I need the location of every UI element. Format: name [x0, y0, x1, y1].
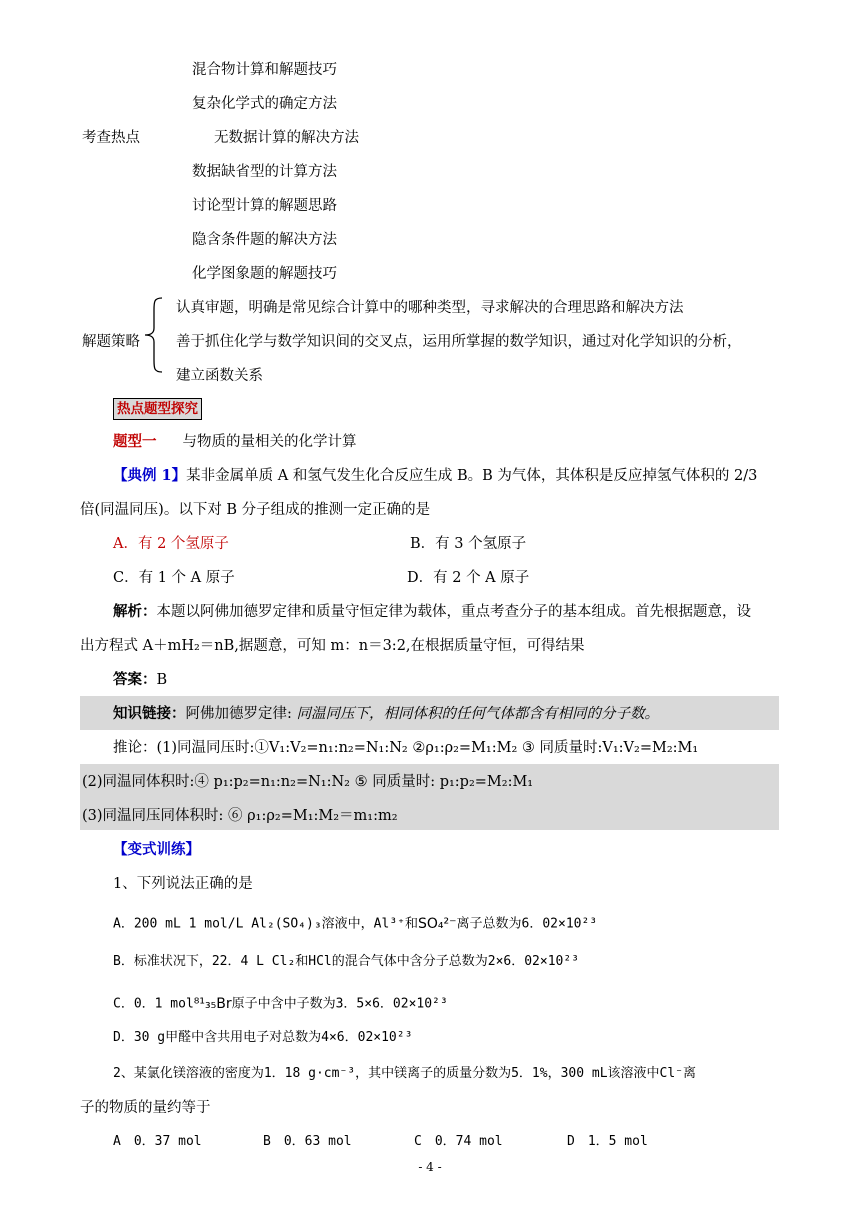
practice-label: 【变式训练】	[113, 841, 200, 858]
q2-option-c: C 0．74 mol	[414, 1134, 503, 1149]
hotspots-label: 考查热点	[82, 130, 140, 146]
type1-label: 题型一	[113, 433, 157, 450]
hotspot-2: 复杂化学式的确定方法	[192, 96, 337, 112]
knowledge-line3: (2)同温同体积时:④ p₁:p₂=n₁:n₂=N₁:N₂ ⑤ 同质量时: p₁:p₂=M₂:M₁	[82, 774, 534, 790]
type1-title: 与物质的量相关的化学计算	[182, 434, 357, 450]
example1-option-c: C．有 1 个 A 原子	[113, 570, 235, 586]
page-number: - 4 -	[418, 1160, 442, 1174]
q1-c-post: 原子中含中子数为3．5×6．02×10²³	[231, 996, 448, 1012]
analysis-text-2: 出方程式 A＋mH₂＝nB,据题意，可知 m：n＝3:2,在根据质量守恒，可得结果	[80, 638, 585, 654]
q2-stem-1: 2、某氯化镁溶液的密度为1．18 g·cm⁻³，其中镁离子的质量分数为5．1%，300 mL该溶液中Cl⁻离	[113, 1066, 697, 1081]
example1-option-a: A．有 2 个氢原子	[113, 536, 229, 552]
strategy-line-2: 善于抓住化学与数学知识间的交叉点，运用所掌握的数学知识，通过对化学知识的分析，	[176, 334, 742, 350]
section-badge: 热点题型探究	[113, 398, 202, 420]
bromine-isotope-symbol: ⁸¹₃₅Br	[193, 996, 232, 1012]
q2-option-d: D 1．5 mol	[567, 1134, 648, 1149]
analysis-text-1: 本题以阿佛加德罗定律和质量守恒定律为载体，重点考查分子的基本组成。首先根据题意，设	[156, 604, 751, 620]
hotspot-6: 隐含条件题的解决方法	[192, 232, 337, 248]
q1-option-d: D．30 g甲醛中含共用电子对总数为4×6．02×10²³	[113, 1030, 413, 1045]
answer-value: B	[156, 672, 168, 688]
q2-option-b: B 0．63 mol	[263, 1134, 352, 1149]
hotspot-4: 数据缺省型的计算方法	[192, 164, 337, 180]
left-brace-icon	[142, 296, 166, 374]
answer-line	[113, 670, 167, 690]
example1-line1	[113, 466, 757, 486]
q1-option-a	[113, 914, 597, 935]
analysis-label: 解析：	[113, 603, 157, 620]
knowledge-statement: 同温同压下，相同体积的任何气体都含有相同的分子数。	[296, 706, 659, 722]
knowledge-label: 知识链接：	[113, 705, 186, 722]
example1-option-d: D．有 2 个 A 原子	[407, 570, 530, 586]
answer-label: 答案：	[113, 671, 157, 688]
knowledge-lead: 阿佛加德罗定律:	[185, 706, 297, 722]
example1-tag: 【典例 1】	[113, 467, 187, 484]
strategy-label: 解题策略	[82, 334, 140, 350]
knowledge-line4: (3)同温同压同体积时: ⑥ ρ₁:ρ₂=M₁:M₂＝m₁:m₂	[82, 808, 398, 824]
knowledge-line1	[113, 704, 659, 724]
type1-heading	[113, 432, 357, 452]
hotspot-7: 化学图象题的解题技巧	[192, 266, 337, 282]
q1-a-post: 离子总数为6．02×10²³	[456, 916, 598, 932]
q1-c-pre: C．0．1 mol	[113, 996, 194, 1012]
q1-option-c	[113, 994, 448, 1015]
example1-option-b: B．有 3 个氢原子	[410, 536, 527, 552]
hotspot-5: 讨论型计算的解题思路	[192, 198, 337, 214]
example1-stem-1: 某非金属单质 A 和氢气发生化合反应生成 B。B 为气体，其体积是反应掉氢气体积的 2/3	[186, 468, 758, 484]
analysis-line1	[113, 602, 751, 622]
q1-stem: 1、下列说法正确的是	[113, 876, 253, 892]
q2-stem-2: 子的物质的量约等于	[80, 1100, 211, 1116]
hotspot-3: 无数据计算的解决方法	[214, 130, 359, 146]
strategy-line-3: 建立函数关系	[176, 368, 263, 384]
q1-a-pre: A．200 mL 1 mol/L Al₂(SO₄)₃溶液中，Al³⁺和	[113, 916, 418, 932]
q1-option-b: B．标准状况下，22．4 L Cl₂和HCl的混合气体中含分子总数为2×6．02×10²³	[113, 954, 580, 969]
strategy-line-1: 认真审题，明确是常见综合计算中的哪种类型，寻求解决的合理思路和解决方法	[176, 300, 684, 316]
sulfate-ion-formula: SO₄²⁻	[417, 916, 457, 932]
knowledge-line2: 推论：(1)同温同压时:①V₁:V₂=n₁:n₂=N₁:N₂ ②ρ₁:ρ₂=M₁:M₂ ③ 同质量时:V₁:V₂=M₂:M₁	[113, 740, 699, 756]
q2-option-a: A 0．37 mol	[113, 1134, 202, 1149]
example1-stem-2: 倍(同温同压)。以下对 B 分子组成的推测一定正确的是	[80, 502, 431, 518]
hotspot-1: 混合物计算和解题技巧	[192, 62, 337, 78]
